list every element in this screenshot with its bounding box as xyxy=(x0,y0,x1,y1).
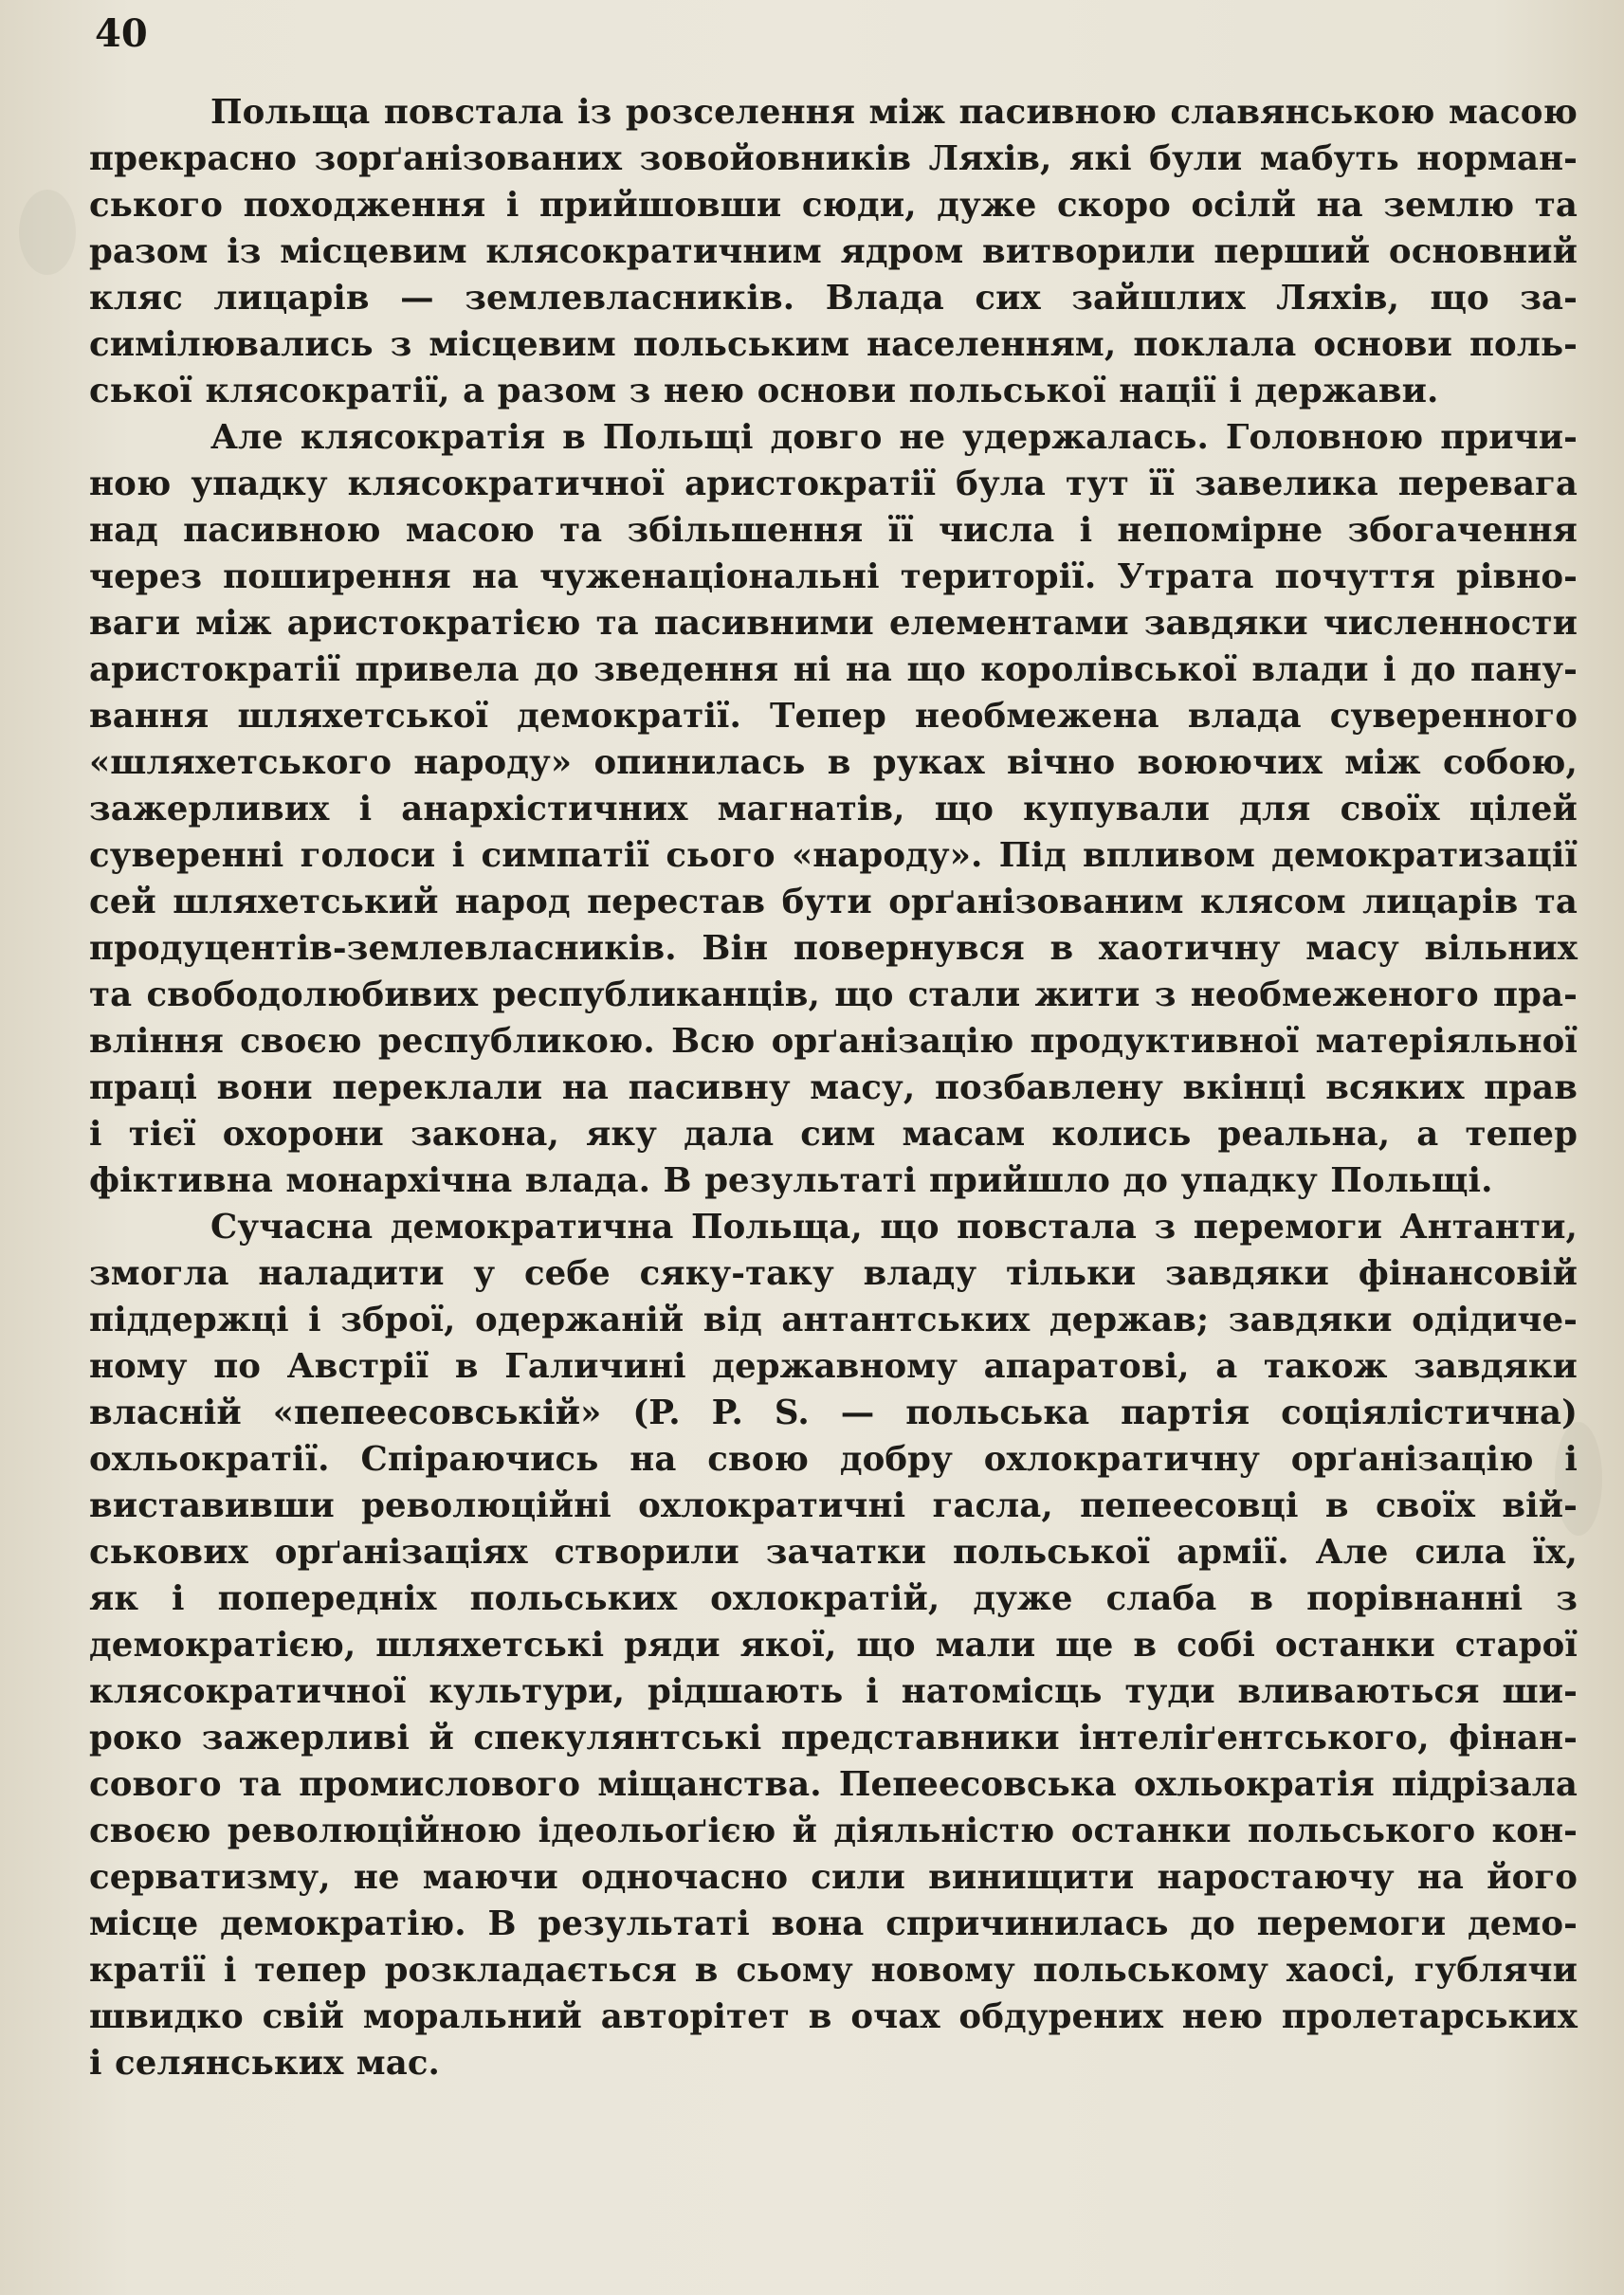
text-line: вління своєю республикою. Всю орґанізацію продуктивної матеріяльної xyxy=(89,1022,1578,1061)
text-line: зажерливих і анархістичних магнатів, що купували для своїх цілей xyxy=(89,790,1578,829)
text-line: аристократії привела до зведення ні на що королівської влади і до пану- xyxy=(89,650,1578,689)
text-line: «шляхетського народу» опинилась в руках вічно воюючих між собою, xyxy=(89,743,1578,782)
text-line: своєю революційною ідеольоґією й діяльністю останки польського кон- xyxy=(89,1812,1578,1850)
text-line: власній «пепеесовській» (P. P. S. — польська партія соціялістична) xyxy=(89,1393,1578,1432)
text-line: ської клясократії, а разом з нею основи польської нації і держави. xyxy=(89,372,1439,410)
text-line: сового та промислового міщанства. Пепеесовська охльократія підрізала xyxy=(89,1765,1578,1804)
text-line: кратії і тепер розкладається в сьому новому польському хаосі, гублячи xyxy=(89,1951,1578,1990)
text-line: через поширення на чуженаціональні території. Утрата почуття рівно- xyxy=(89,557,1578,596)
text-line: фіктивна монархічна влада. В результаті прийшло до упадку Польщі. xyxy=(89,1161,1493,1200)
body-text xyxy=(89,89,1578,2086)
text-line: симілювались з місцевим польським населенням, поклала основи поль- xyxy=(89,325,1578,364)
text-line: ського походження і прийшовши сюди, дуже скоро осілй на землю та xyxy=(89,186,1578,225)
text-line: кляс лицарів — землевласників. Влада сих зайшлих Ляхів, що за- xyxy=(89,279,1578,318)
text-line: Польща повстала із розселення між пасивною славянською масою xyxy=(210,93,1578,132)
text-line: охльократії. Спіраючись на свою добру охлократичну орґанізацію і xyxy=(89,1440,1578,1479)
text-line: та свободолюбивих республиканців, що стали жити з необмеженого пра- xyxy=(89,975,1578,1014)
text-line: швидко свій моральний авторітет в очах обдурених нею пролетарських xyxy=(89,1997,1578,2036)
text-line: демократією, шляхетські ряди якої, що мали ще в собі останки старої xyxy=(89,1626,1578,1665)
text-line: сей шляхетський народ перестав бути орґанізованим клясом лицарів та xyxy=(89,883,1578,921)
text-line: як і попередніх польських охлократій, дуже слаба в порівнанні з xyxy=(89,1579,1578,1618)
text-line: піддержці і зброї, одержаній від антантських держав; завдяки одідиче- xyxy=(89,1301,1578,1339)
text-line: ною упадку клясократичної аристократії була тут її завелика перевага xyxy=(89,464,1578,503)
paragraph xyxy=(89,89,1578,414)
text-line: над пасивною масою та збільшення її числа і непомірне збогачення xyxy=(89,511,1578,550)
page-number: 40 xyxy=(95,11,148,56)
text-line: і селянських мас. xyxy=(89,2044,441,2083)
paragraph xyxy=(89,1204,1578,2086)
text-line: ваги між аристократією та пасивними елементами завдяки численности xyxy=(89,604,1578,643)
text-line: Але клясократія в Польщі довго не удержалась. Головною причи- xyxy=(210,418,1578,457)
text-line: праці вони переклали на пасивну масу, позбавлену вкінці всяких прав xyxy=(89,1068,1578,1107)
paragraph xyxy=(89,414,1578,1204)
text-line: вання шляхетської демократії. Тепер необмежена влада суверенного xyxy=(89,697,1578,736)
text-line: і тієї охорони закона, яку дала сим масам колись реальна, а тепер xyxy=(89,1115,1578,1154)
text-line: продуцентів-землевласників. Він повернувся в хаотичну масу вільних xyxy=(89,929,1578,968)
text-line: виставивши революційні охлократичні гасла, пепеесовці в своїх вій- xyxy=(89,1486,1578,1525)
text-line: серватизму, не маючи одночасно сили винищити наростаючу на його xyxy=(89,1858,1578,1897)
text-line: ному по Австрії в Галичині державному апаратові, а також завдяки xyxy=(89,1347,1578,1386)
text-line: разом із місцевим клясократичним ядром витворили перший основний xyxy=(89,232,1578,271)
text-line: суверенні голоси і симпатії сього «народу». Під впливом демократизації xyxy=(89,836,1578,875)
paper-stain xyxy=(19,190,76,275)
text-line: роко зажерливі й спекулянтські представники інтеліґентського, фінан- xyxy=(89,1719,1578,1758)
text-line: клясократичної культури, рідшають і натомісць туди вливаються ши- xyxy=(89,1672,1578,1711)
text-line: прекрасно зорґанізованих зовойовників Ляхів, які були мабуть норман- xyxy=(89,139,1578,178)
text-line: місце демократію. В результаті вона спричинилась до перемоги демо- xyxy=(89,1904,1578,1943)
text-line: ськових орґанізаціях створили зачатки польської армії. Але сила їх, xyxy=(89,1533,1578,1572)
text-line: Сучасна демократична Польща, що повстала з перемоги Антанти, xyxy=(210,1208,1578,1247)
text-line: змогла наладити у себе сяку-таку владу тільки завдяки фінансовій xyxy=(89,1254,1578,1293)
